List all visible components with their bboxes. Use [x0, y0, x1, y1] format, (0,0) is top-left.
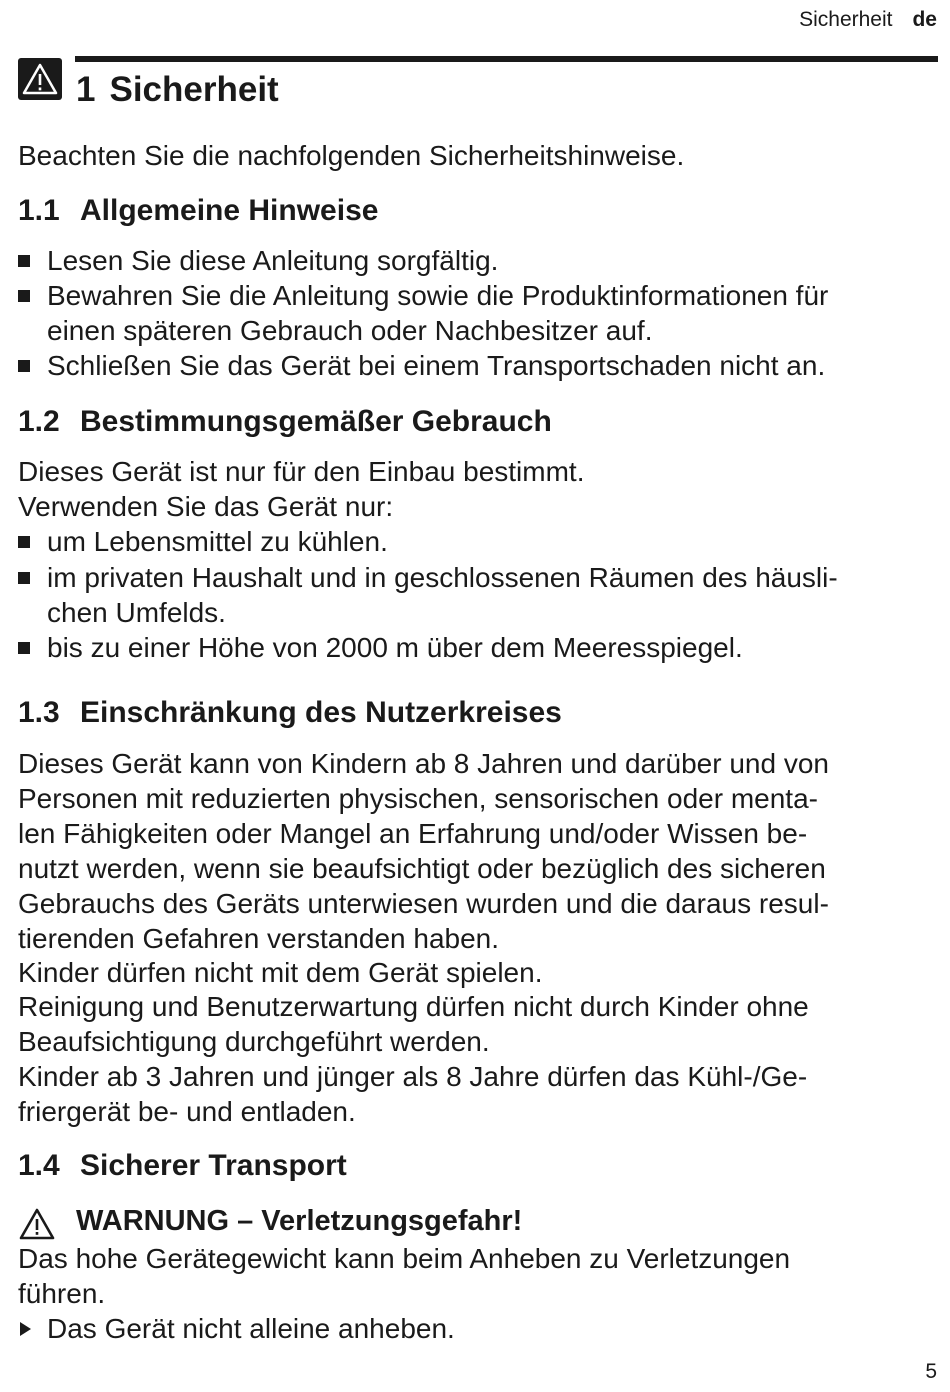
heading-1-4 — [18, 1149, 347, 1183]
section-rule — [75, 56, 938, 62]
square-bullet-icon — [18, 290, 30, 302]
paragraph-line: Kinder ab 3 Jahren und jünger als 8 Jahre dürfen das Kühl-/Ge- — [18, 1061, 808, 1092]
list-item-text: Schließen Sie das Gerät bei einem Transportschaden nicht an. — [47, 350, 826, 381]
square-bullet-icon — [18, 255, 30, 267]
warning-triangle-icon — [18, 58, 62, 100]
list-item-text: bis zu einer Höhe von 2000 m über dem Meeresspiegel. — [47, 632, 743, 663]
warning-triangle-icon — [18, 1207, 56, 1241]
paragraph-line: Dieses Gerät ist nur für den Einbau bestimmt. — [18, 456, 585, 487]
list-item-text: Bewahren Sie die Anleitung sowie die Produktinformationen für — [47, 280, 829, 311]
list-item-text: Lesen Sie diese Anleitung sorgfältig. — [47, 245, 499, 276]
paragraph-line: len Fähigkeiten oder Mangel an Erfahrung und/oder Wissen be- — [18, 818, 808, 849]
paragraph-line: Beaufsichtigung durchgeführt werden. — [18, 1026, 490, 1057]
heading-title: Einschränkung des Nutzerkreises — [80, 696, 562, 729]
chapter-title: Sicherheit — [109, 70, 279, 109]
list-item-text: im privaten Haushalt und in geschlossenen Räumen des häusli- — [47, 562, 838, 593]
heading-number: 1.2 — [18, 405, 60, 438]
list-item-text-continued: chen Umfelds. — [47, 597, 226, 628]
heading-title: Allgemeine Hinweise — [80, 194, 379, 227]
paragraph-line: Dieses Gerät kann von Kindern ab 8 Jahren und darüber und von — [18, 748, 829, 779]
square-bullet-icon — [18, 536, 30, 548]
intro-text: Beachten Sie die nachfolgenden Sicherheitshinweise. — [18, 140, 685, 171]
paragraph-line: Reinigung und Benutzerwartung dürfen nicht durch Kinder ohne — [18, 991, 809, 1022]
heading-1-3 — [18, 696, 562, 730]
paragraph-line: führen. — [18, 1278, 106, 1309]
chapter-heading — [76, 70, 279, 110]
paragraph-line: Personen mit reduzierten physischen, sensorischen oder menta- — [18, 783, 818, 814]
triangle-arrow-icon — [20, 1322, 31, 1336]
heading-number: 1.4 — [18, 1149, 60, 1182]
running-header — [799, 8, 937, 32]
heading-title: Bestimmungsgemäßer Gebrauch — [80, 405, 552, 438]
paragraph-line: tierenden Gefahren verstanden haben. — [18, 923, 500, 954]
heading-number: 1.3 — [18, 696, 60, 729]
heading-1-1 — [18, 194, 378, 228]
paragraph-line: friergerät be- und entladen. — [18, 1096, 356, 1127]
square-bullet-icon — [18, 360, 30, 372]
paragraph-line: Verwenden Sie das Gerät nur: — [18, 491, 394, 522]
warning-title: WARNUNG – Verletzungsgefahr! — [76, 1205, 523, 1237]
heading-title: Sicherer Transport — [80, 1149, 347, 1182]
chapter-number: 1 — [76, 70, 96, 109]
square-bullet-icon — [18, 572, 30, 584]
header-language: de — [912, 8, 937, 31]
action-step-text: Das Gerät nicht alleine anheben. — [47, 1313, 455, 1344]
square-bullet-icon — [18, 642, 30, 654]
page-number: 5 — [925, 1360, 937, 1383]
header-section: Sicherheit — [799, 8, 893, 31]
list-item-text-continued: einen späteren Gebrauch oder Nachbesitzer auf. — [47, 315, 653, 346]
paragraph-line: Gebrauchs des Geräts unterwiesen wurden und die daraus resul- — [18, 888, 829, 919]
paragraph-line: Kinder dürfen nicht mit dem Gerät spielen. — [18, 957, 543, 988]
paragraph-line: Das hohe Gerätegewicht kann beim Anheben zu Verletzungen — [18, 1243, 791, 1274]
paragraph-line: nutzt werden, wenn sie beaufsichtigt oder bezüglich des sicheren — [18, 853, 826, 884]
heading-1-2 — [18, 405, 552, 439]
list-item-text: um Lebensmittel zu kühlen. — [47, 526, 388, 557]
heading-number: 1.1 — [18, 194, 60, 227]
